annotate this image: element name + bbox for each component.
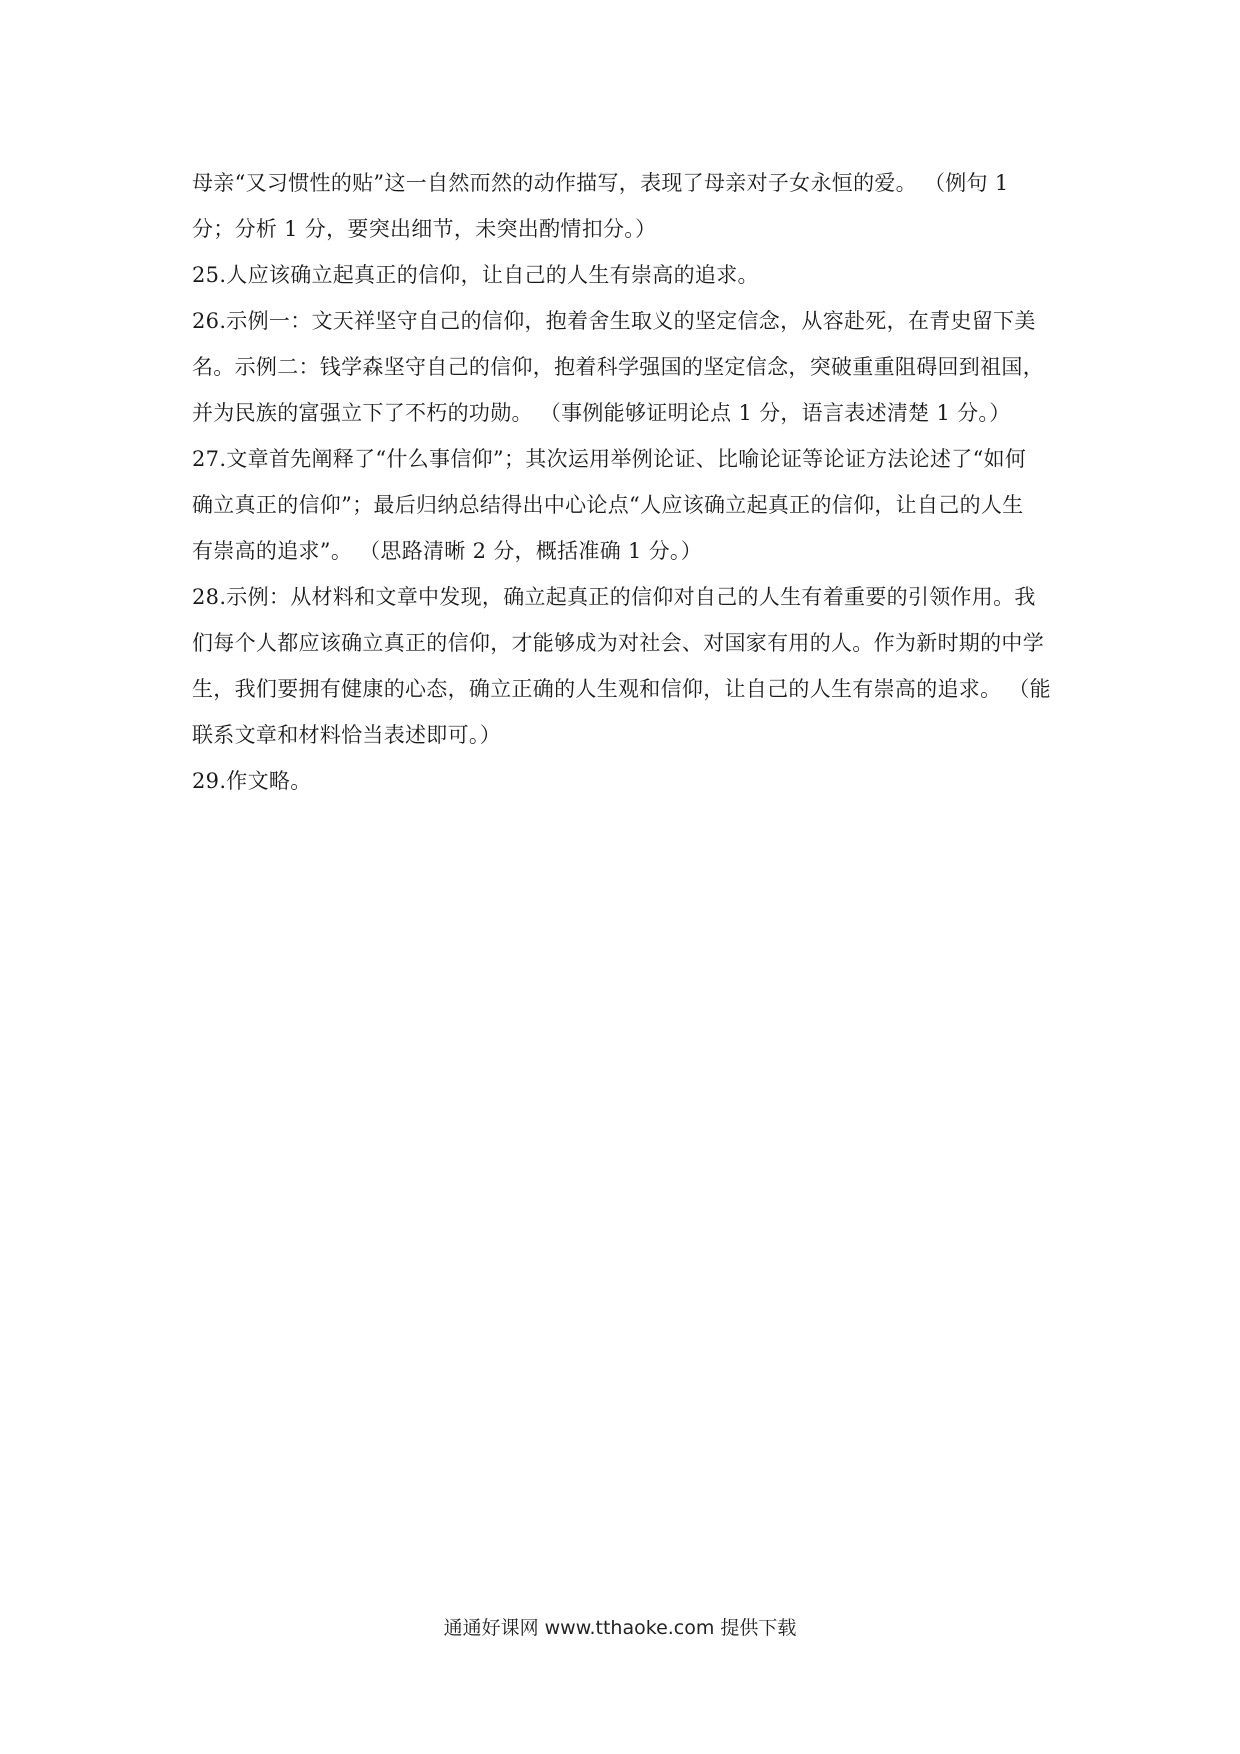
- text-line: 确立真正的信仰”；最后归纳总结得出中心论点“人应该确立起真正的信仰，让自己的人生: [192, 493, 1024, 517]
- answer-text-block: [192, 160, 1058, 804]
- answer-25: 25.人应该确立起真正的信仰，让自己的人生有崇高的追求。: [192, 263, 759, 287]
- footer-watermark: 通通好课网 www.tthaoke.com 提供下载: [443, 1617, 797, 1639]
- answer-28: 28.示例：从材料和文章中发现，确立起真正的信仰对自己的人生有着重要的引领作用。我: [192, 585, 1036, 609]
- text-line: 分；分析 1 分，要突出细节，未突出酌情扣分。）: [192, 217, 657, 241]
- text-line: 们每个人都应该确立真正的信仰，才能够成为对社会、对国家有用的人。作为新时期的中学: [192, 631, 1044, 655]
- answer-27: 27.文章首先阐释了“什么事信仰”；其次运用举例论证、比喻论证等论证方法论述了“如何: [192, 447, 1027, 471]
- text-line: 生，我们要拥有健康的心态，确立正确的人生观和信仰，让自己的人生有崇高的追求。 （能: [192, 677, 1051, 701]
- text-line: 母亲“又习惯性的贴”这一自然而然的动作描写，表现了母亲对子女永恒的爱。 （例句 1: [192, 171, 1009, 195]
- answer-26: 26.示例一：文天祥坚守自己的信仰，抱着舍生取义的坚定信念，从容赴死，在青史留下美: [192, 309, 1036, 333]
- text-line: 联系文章和材料恰当表述即可。）: [192, 723, 501, 747]
- text-line: 名。示例二：钱学森坚守自己的信仰，抱着科学强国的坚定信念，突破重重阻碍回到祖国，: [192, 355, 1044, 379]
- text-line: 有崇高的追求”。 （思路清晰 2 分，概括准确 1 分。）: [192, 539, 703, 563]
- text-line: 并为民族的富强立下了不朽的功勋。 （事例能够证明论点 1 分，语言表述清楚 1 分。）: [192, 401, 1011, 425]
- answer-29: 29.作文略。: [192, 769, 312, 793]
